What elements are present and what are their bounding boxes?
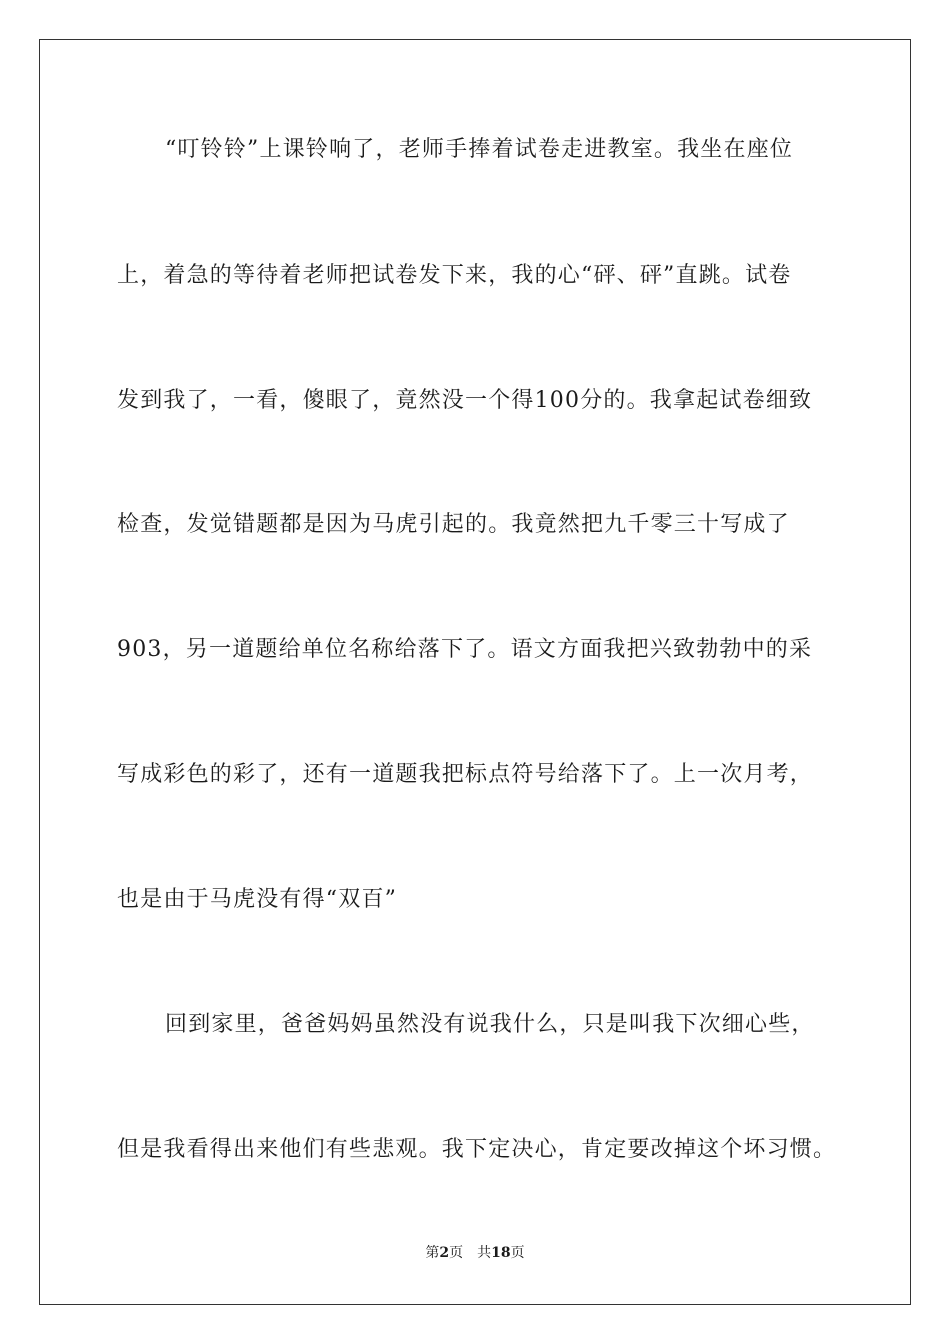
paragraph-1-line-3: 发到我了，一看，傻眼了，竟然没一个得100分的。我拿起试卷细致 <box>117 388 813 413</box>
page-suffix: 页 <box>449 1245 464 1261</box>
paragraph-1-line-7: 也是由于马虎没有得“双百” <box>117 887 398 912</box>
paragraph-2-line-1: 回到家里，爸爸妈妈虽然没有说我什么，只是叫我下次细心些， <box>165 1012 815 1037</box>
total-pages: 18 <box>491 1245 511 1261</box>
paragraph-1-line-5: 903，另一道题给单位名称给落下了。语文方面我把兴致勃勃中的采 <box>117 637 813 662</box>
paragraph-1-line-6: 写成彩色的彩了，还有一道题我把标点符号给落下了。上一次月考， <box>117 762 814 787</box>
total-prefix: 共 <box>477 1245 492 1261</box>
paragraph-1-line-1: “叮铃铃”上课铃响了，老师手捧着试卷走进教室。我坐在座位 <box>165 137 794 162</box>
page-footer <box>0 1242 950 1262</box>
total-suffix: 页 <box>510 1245 525 1261</box>
paragraph-1-line-2: 上，着急的等待着老师把试卷发下来，我的心“砰、砰”直跳。试卷 <box>117 263 792 288</box>
page-prefix: 第 <box>425 1245 440 1261</box>
page-number: 2 <box>439 1245 450 1261</box>
page-border <box>39 39 911 1305</box>
paragraph-1-line-4: 检查，发觉错题都是因为马虎引起的。我竟然把九千零三十写成了 <box>117 512 790 537</box>
paragraph-2-line-2: 但是我看得出来他们有些悲观。我下定决心，肯定要改掉这个坏习惯。 <box>117 1137 837 1162</box>
